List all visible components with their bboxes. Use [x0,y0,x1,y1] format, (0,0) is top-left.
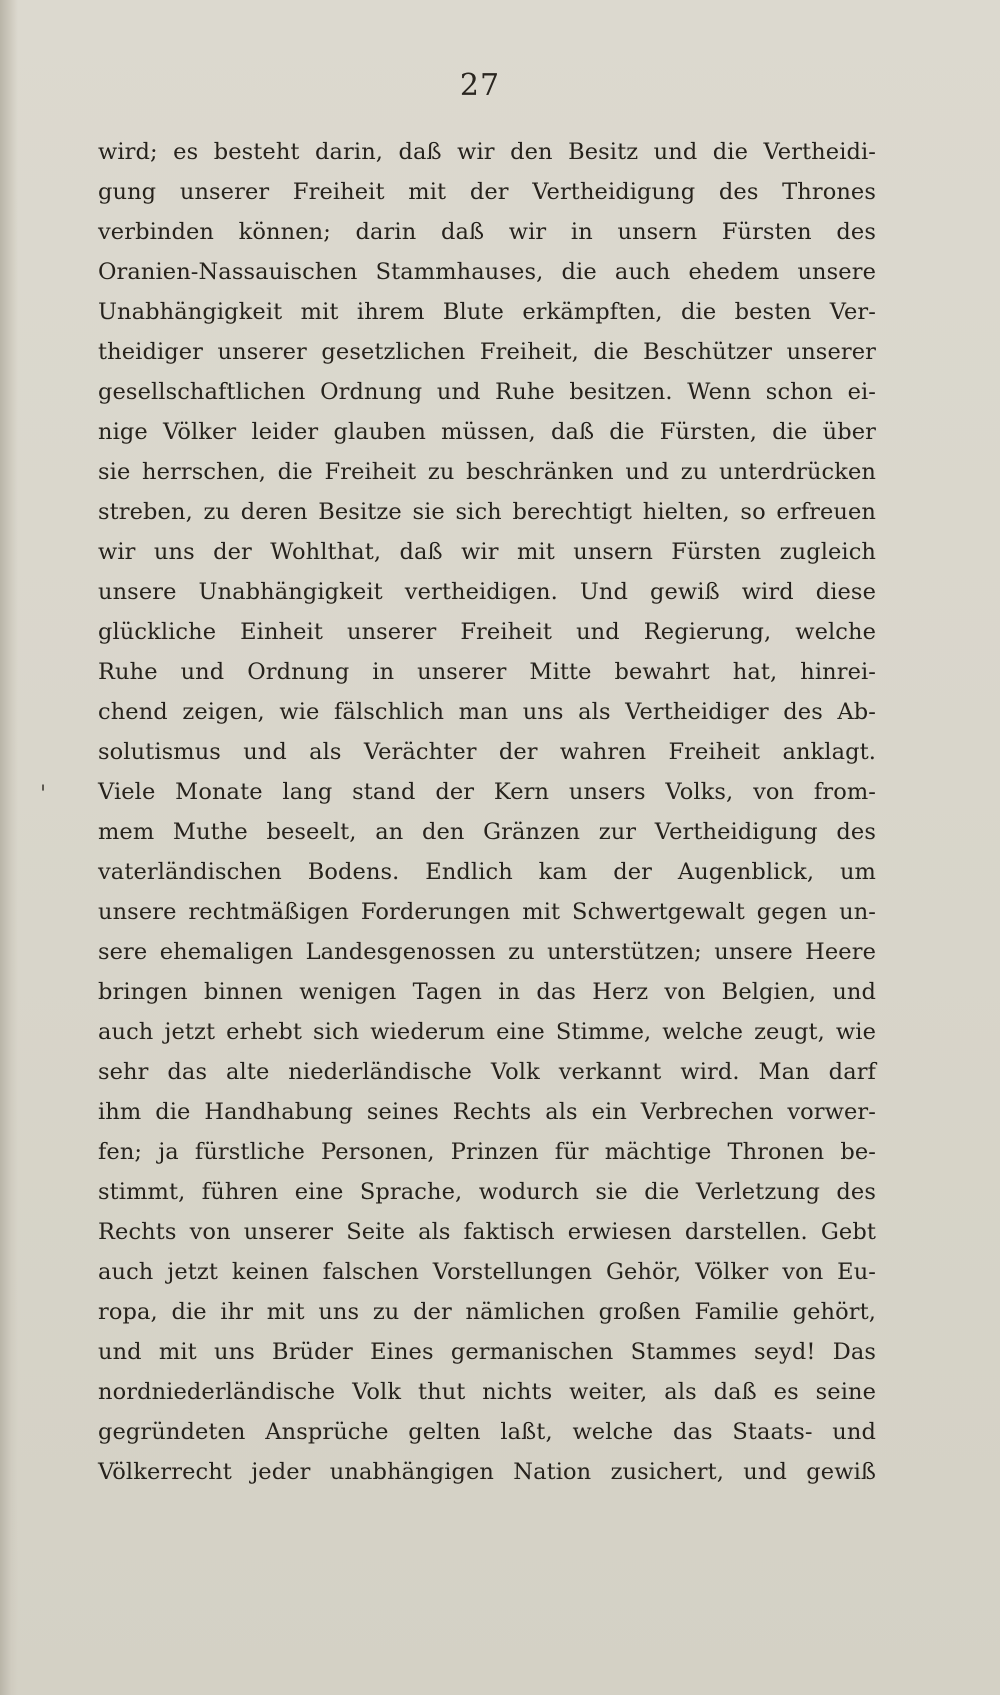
text-line: verbinden können; darin daß wir in unsern Fürsten des [98,219,876,245]
text-line: Oranien-Nassauischen Stammhauses, die auch ehedem unsere [98,259,876,285]
text-line: unsere Unabhängigkeit vertheidigen. Und gewiß wird diese [98,579,876,605]
text-line: solutismus und als Verächter der wahren Freiheit anklagt. [98,739,876,765]
text-line: auch jetzt erhebt sich wiederum eine Stimme, welche zeugt, wie [98,1019,876,1045]
text-line: stimmt, führen eine Sprache, wodurch sie die Verletzung des [98,1179,876,1205]
text-line: nige Völker leider glauben müssen, daß die Fürsten, die über [98,419,876,445]
text-line: ropa, die ihr mit uns zu der nämlichen großen Familie gehört, [98,1299,876,1325]
text-line: nordniederländische Volk thut nichts weiter, als daß es seine [98,1379,876,1405]
text-line: und mit uns Brüder Eines germanischen Stammes seyd! Das [98,1339,876,1365]
text-line: Ruhe und Ordnung in unserer Mitte bewahrt hat, hinrei- [98,659,876,685]
text-line: mem Muthe beseelt, an den Gränzen zur Vertheidigung des [98,819,876,845]
text-line: auch jetzt keinen falschen Vorstellungen Gehör, Völker von Eu- [98,1259,876,1285]
text-line: unsere rechtmäßigen Forderungen mit Schwertgewalt gegen un- [98,899,876,925]
text-line: Rechts von unserer Seite als faktisch erwiesen darstellen. Gebt [98,1219,876,1245]
page-number: 27 [459,68,501,103]
text-line: glückliche Einheit unserer Freiheit und Regierung, welche [98,619,876,645]
text-line: vaterländischen Bodens. Endlich kam der Augenblick, um [98,859,876,885]
text-line: gesellschaftlichen Ordnung und Ruhe besitzen. Wenn schon ei- [98,379,876,405]
text-line: fen; ja fürstliche Personen, Prinzen für mächtige Thronen be- [98,1139,876,1165]
text-line: gegründeten Ansprüche gelten laßt, welche das Staats- und [98,1419,876,1445]
text-line: wir uns der Wohlthat, daß wir mit unsern Fürsten zugleich [98,539,876,565]
text-line: gung unserer Freiheit mit der Vertheidigung des Thrones [98,179,876,205]
text-line: streben, zu deren Besitze sie sich berechtigt hielten, so erfreuen [98,499,876,525]
text-line: Unabhängigkeit mit ihrem Blute erkämpften, die besten Ver- [98,299,876,325]
text-line: sere ehemaligen Landesgenossen zu unterstützen; unsere Heere [98,939,876,965]
text-line: chend zeigen, wie fälschlich man uns als Vertheidiger des Ab- [98,699,876,725]
text-line: sehr das alte niederländische Volk verkannt wird. Man darf [98,1059,876,1085]
text-line: Völkerrecht jeder unabhängigen Nation zusichert, und gewiß [98,1459,876,1485]
text-line: sie herrschen, die Freiheit zu beschränken und zu unterdrücken [98,459,876,485]
text-line: ihm die Handhabung seines Rechts als ein Verbrechen vorwer- [98,1099,876,1125]
text-line: Viele Monate lang stand der Kern unsers Volks, von from- [98,779,876,805]
text-line: theidiger unserer gesetzlichen Freiheit, die Beschützer unserer [98,339,876,365]
margin-mark: ' [40,782,47,807]
text-line: bringen binnen wenigen Tagen in das Herz von Belgien, und [98,979,876,1005]
body-text [98,132,876,1492]
text-line: wird; es besteht darin, daß wir den Besitz und die Vertheidi- [98,139,876,165]
